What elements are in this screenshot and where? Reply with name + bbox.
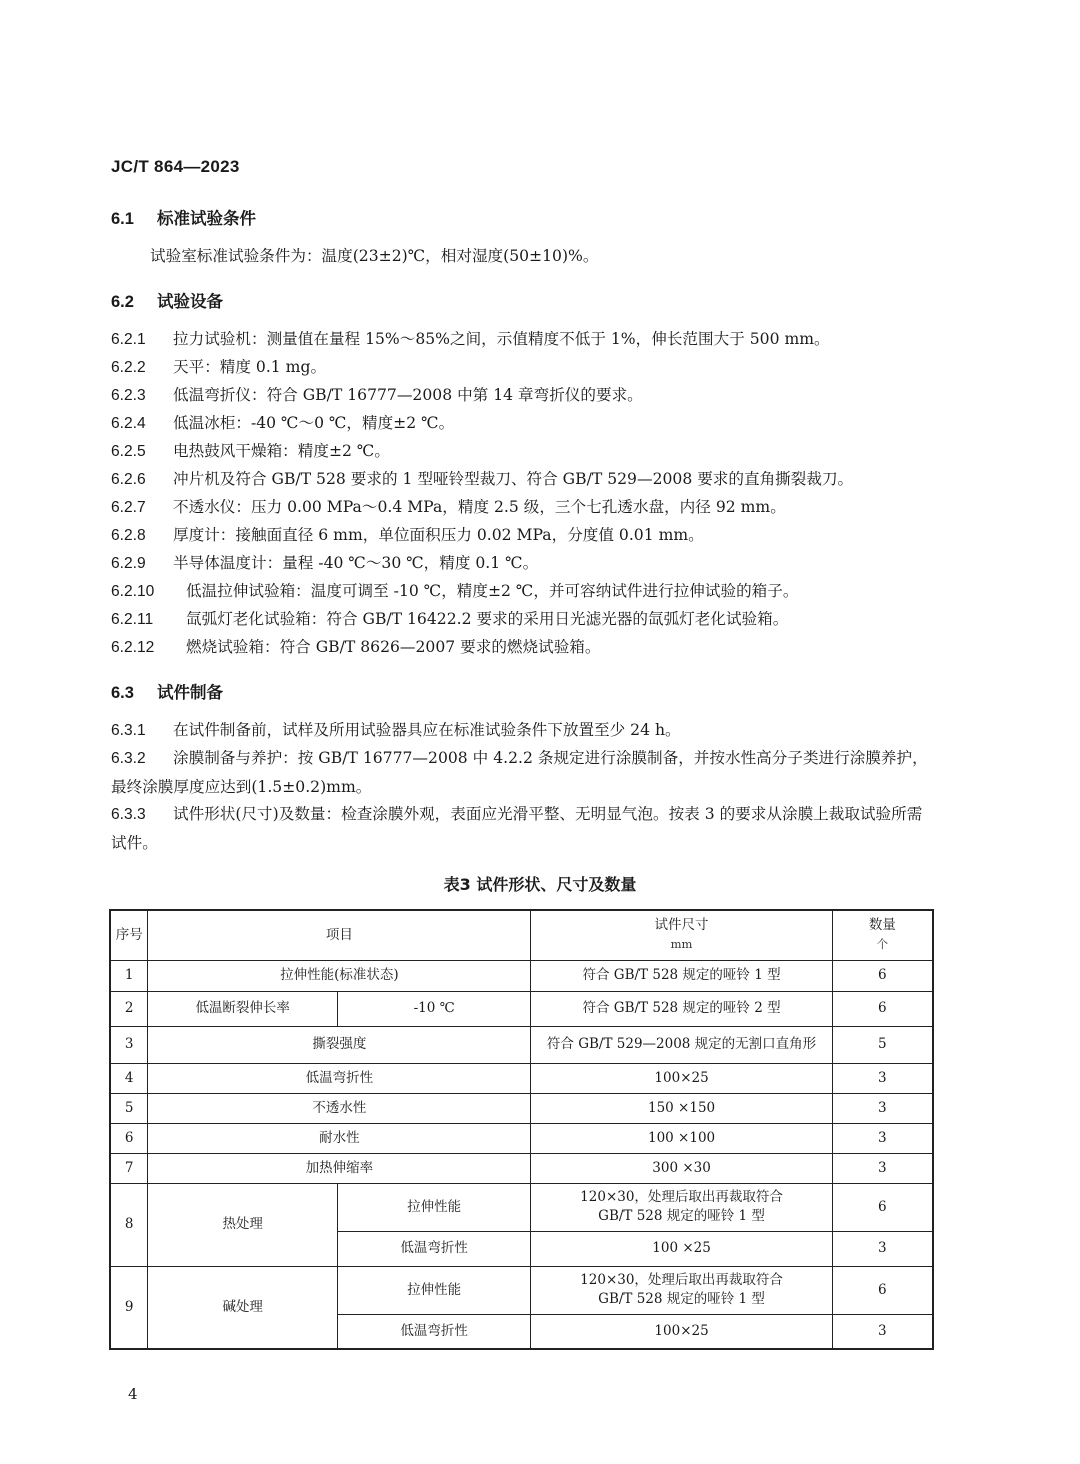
item-number: 6.2.1 [111,331,146,348]
item-number: 6.2.9 [111,555,146,572]
item-text: 低温冰柜：-40 ℃～0 ℃，精度±2 ℃。 [173,414,455,432]
item-number: 6.2.7 [111,499,146,516]
list-item [111,437,390,466]
item-text: 拉力试验机：测量值在量程 15%～85%之间，示值精度不低于 1%，伸长范围大于 500 mm。 [173,330,830,348]
cell-qty: 3 [832,1093,933,1123]
item-text: 半导体温度计：量程 -40 ℃～30 ℃，精度 0.1 ℃。 [173,554,539,572]
item-number: 6.2.12 [111,639,155,656]
section-number: 6.1 [111,210,134,228]
cell-seq: 4 [110,1063,148,1093]
header-size-unit: mm [670,937,693,952]
item-number: 6.2.5 [111,443,146,460]
item-number: 6.2.6 [111,471,146,488]
item-text: 燃烧试验箱：符合 GB/T 8626—2007 要求的燃烧试验箱。 [186,638,601,656]
list-item [111,521,704,550]
header-qty-label: 数量 [868,917,896,934]
list-item [111,381,643,410]
cell-seq: 2 [110,991,148,1026]
cell-subitem: 拉伸性能 [337,1183,530,1231]
list-item [111,353,326,382]
cell-size [531,1266,832,1314]
table-row [110,1183,933,1231]
cell-item: 不透水性 [148,1093,531,1123]
list-item [111,465,853,494]
cell-size [531,1183,832,1231]
header-qty-unit: 个 [876,937,889,952]
cell-qty: 3 [832,1123,933,1153]
cell-qty: 6 [832,1266,933,1314]
table-row [110,1093,933,1123]
list-item [111,633,601,662]
item-number: 6.2.2 [111,359,146,376]
section-title: 标准试验条件 [157,209,256,228]
item-text: 试件形状(尺寸)及数量：检查涂膜外观，表面应光滑平整、无明显气泡。按表 3 的要求从涂膜上裁取试验所需试件。 [111,805,923,852]
cell-item: 碱处理 [148,1266,337,1349]
page-number: 4 [128,1385,138,1403]
header-size-label: 试件尺寸 [654,917,709,934]
cell-item: 耐水性 [148,1123,531,1153]
header-qty [832,910,933,960]
cell-qty: 5 [832,1026,933,1063]
item-text: 厚度计：接触面直径 6 mm，单位面积压力 0.02 MPa，分度值 0.01 mm。 [173,526,704,544]
item-number: 6.2.4 [111,415,146,432]
header-size [531,910,832,960]
cell-size: 100×25 [531,1063,832,1093]
list-item [111,716,681,745]
cell-qty: 6 [832,960,933,991]
cell-item: 撕裂强度 [148,1026,531,1063]
item-text: 电热鼓风干燥箱：精度±2 ℃。 [173,442,390,460]
cell-item: 拉伸性能(标准状态) [148,960,531,991]
cell-subitem: 低温弯折性 [337,1231,530,1266]
cell-size: 100×25 [531,1314,832,1349]
cell-seq: 8 [110,1183,148,1266]
table-row [110,991,933,1026]
list-item [111,800,933,857]
item-text: 涂膜制备与养护：按 GB/T 16777—2008 中 4.2.2 条规定进行涂膜制备，并按水性高分子类进行涂膜养护，最终涂膜厚度应达到(1.5±0.2)mm。 [111,749,928,796]
list-item [111,549,538,578]
cell-item: 低温断裂伸长率 [148,991,337,1026]
item-text: 不透水仪：压力 0.00 MPa～0.4 MPa，精度 2.5 级，三个七孔透水盘，内径 92 mm。 [173,498,786,516]
cell-qty: 3 [832,1231,933,1266]
cell-seq: 7 [110,1153,148,1183]
section-number: 6.2 [111,293,134,311]
item-number: 6.3.3 [111,806,146,823]
table-row [110,1026,933,1063]
cell-size: 100 ×25 [531,1231,832,1266]
item-number: 6.2.3 [111,387,146,404]
list-item [111,744,933,801]
table-caption: 表3 试件形状、尺寸及数量 [443,875,637,894]
section-title: 试验设备 [157,292,223,311]
header-seq: 序号 [110,910,148,960]
section-title: 试件制备 [157,683,223,702]
cell-condition: -10 ℃ [337,991,530,1026]
item-text: 天平：精度 0.1 mg。 [173,358,327,376]
item-number: 6.3.1 [111,722,146,739]
cell-seq: 6 [110,1123,148,1153]
section-number: 6.3 [111,684,134,702]
list-item [111,577,798,606]
cell-qty: 6 [832,1183,933,1231]
paragraph-test-conditions: 试验室标准试验条件为：温度(23±2)℃，相对湿度(50±10)%。 [150,247,599,265]
item-number: 6.2.10 [111,583,155,600]
table-row [110,1153,933,1183]
cell-size-line: GB/T 528 规定的哑铃 1 型 [598,1291,765,1307]
cell-seq: 1 [110,960,148,991]
section-heading-6-1 [111,205,256,229]
cell-item: 热处理 [148,1183,337,1266]
section-heading-6-3 [111,679,223,703]
table-header-row [110,910,933,960]
cell-size: 300 ×30 [531,1153,832,1183]
list-item [111,493,786,522]
cell-size-line: 120×30，处理后取出再裁取符合 [580,1189,783,1205]
cell-subitem: 拉伸性能 [337,1266,530,1314]
cell-size: 符合 GB/T 529—2008 规定的无割口直角形 [531,1026,832,1063]
item-number: 6.2.8 [111,527,146,544]
item-text: 在试件制备前，试样及所用试验器具应在标准试验条件下放置至少 24 h。 [173,721,681,739]
item-text: 低温弯折仪：符合 GB/T 16777—2008 中第 14 章弯折仪的要求。 [173,386,643,404]
cell-size: 符合 GB/T 528 规定的哑铃 1 型 [531,960,832,991]
cell-subitem: 低温弯折性 [337,1314,530,1349]
cell-qty: 3 [832,1153,933,1183]
item-number: 6.3.2 [111,750,146,767]
section-heading-6-2 [111,288,223,312]
cell-size: 符合 GB/T 528 规定的哑铃 2 型 [531,991,832,1026]
cell-qty: 6 [832,991,933,1026]
specimen-table [109,909,934,1350]
cell-qty: 3 [832,1063,933,1093]
list-item [111,409,454,438]
cell-size: 150 ×150 [531,1093,832,1123]
item-text: 低温拉伸试验箱：温度可调至 -10 ℃，精度±2 ℃，并可容纳试件进行拉伸试验的箱子。 [186,582,799,600]
item-text: 冲片机及符合 GB/T 528 要求的 1 型哑铃型裁刀、符合 GB/T 529—2008 要求的直角撕裂裁刀。 [173,470,854,488]
table-row [110,1063,933,1093]
list-item [111,605,788,634]
table-row [110,1266,933,1314]
header-item: 项目 [148,910,531,960]
cell-size-line: GB/T 528 规定的哑铃 1 型 [598,1208,765,1224]
item-number: 6.2.11 [111,611,154,628]
cell-qty: 3 [832,1314,933,1349]
cell-size-line: 120×30，处理后取出再裁取符合 [580,1272,783,1288]
list-item [111,325,830,354]
item-text: 氙弧灯老化试验箱：符合 GB/T 16422.2 要求的采用日光滤光器的氙弧灯老化试验箱。 [186,610,789,628]
table-row [110,1123,933,1153]
standard-number: JC/T 864—2023 [111,157,240,176]
cell-item: 加热伸缩率 [148,1153,531,1183]
cell-seq: 9 [110,1266,148,1349]
cell-size: 100 ×100 [531,1123,832,1153]
table-row [110,960,933,991]
cell-seq: 3 [110,1026,148,1063]
cell-seq: 5 [110,1093,148,1123]
cell-item: 低温弯折性 [148,1063,531,1093]
